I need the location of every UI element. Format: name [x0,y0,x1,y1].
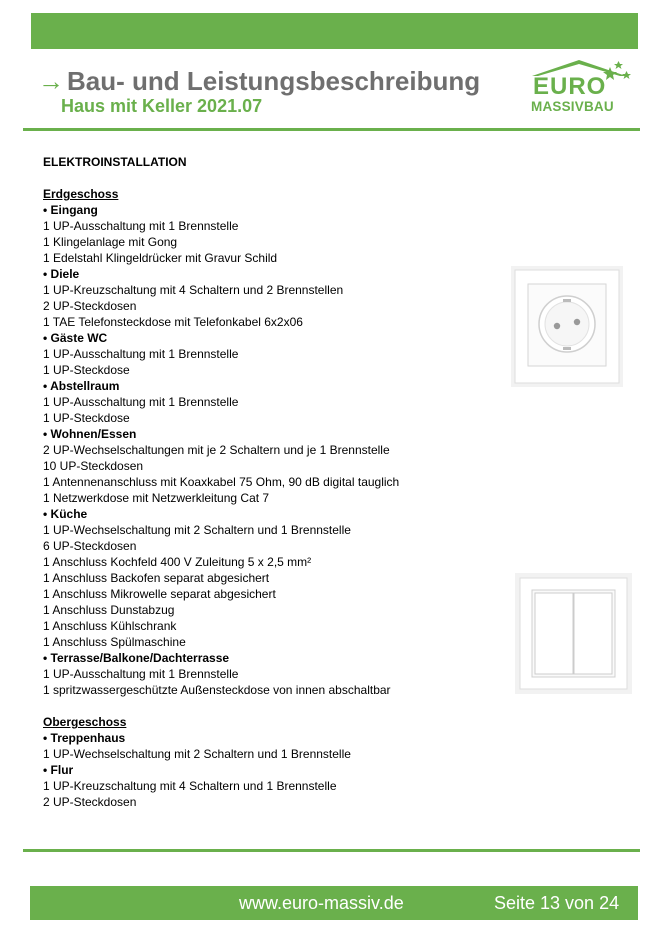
socket-image [511,266,623,387]
spec-item: 1 UP-Ausschaltung mit 1 Brennstelle [43,667,239,681]
spec-item: 1 UP-Kreuzschaltung mit 4 Schaltern und 2 Brennstellen [43,283,344,297]
footer-divider [23,849,640,852]
spec-item: 6 UP-Steckdosen [43,539,137,553]
room-heading: • Diele [43,267,80,281]
room-heading: • Küche [43,507,88,521]
spec-item: 1 Klingelanlage mit Gong [43,235,178,249]
page-subtitle: Haus mit Keller 2021.07 [61,96,263,116]
room-heading: • Treppenhaus [43,731,126,745]
spec-item: 1 TAE Telefonsteckdose mit Telefonkabel 6x2x06 [43,315,303,329]
room-heading: • Flur [43,763,74,777]
title-text: Bau- und Leistungsbeschreibung [67,66,481,96]
spec-item: 2 UP-Steckdosen [43,299,137,313]
spec-item: 1 UP-Ausschaltung mit 1 Brennstelle [43,219,239,233]
spec-item: 1 UP-Kreuzschaltung mit 4 Schaltern und 1 Brennstelle [43,779,337,793]
switch-image [515,573,632,694]
spec-item: 1 UP-Steckdose [43,411,130,425]
floor-heading: Erdgeschoss [43,187,119,201]
spec-item: 2 UP-Steckdosen [43,795,137,809]
spec-item: 10 UP-Steckdosen [43,459,144,473]
spacer [43,170,493,186]
spec-item: 1 Anschluss Kochfeld 400 V Zuleitung 5 x 2,5 mm² [43,555,312,569]
spec-item: 1 UP-Wechselschaltung mit 2 Schaltern und 1 Brennstelle [43,747,351,761]
spec-item: 1 UP-Ausschaltung mit 1 Brennstelle [43,395,239,409]
spec-item: 1 Anschluss Mikrowelle separat abgesichert [43,587,276,601]
section-title: ELEKTROINSTALLATION [43,155,187,169]
spec-item: 1 Antennenanschluss mit Koaxkabel 75 Ohm, 90 dB digital tauglich [43,475,400,489]
room-heading: • Gäste WC [43,331,108,345]
header-divider [23,128,640,131]
room-heading: • Eingang [43,203,98,217]
spec-item: 2 UP-Wechselschaltungen mit je 2 Schaltern und je 1 Brennstelle [43,443,390,457]
room-heading: • Abstellraum [43,379,120,393]
spec-item: 1 Anschluss Spülmaschine [43,635,186,649]
page-title [38,66,480,97]
spec-item: 1 UP-Wechselschaltung mit 2 Schaltern und 1 Brennstelle [43,523,351,537]
logo-subtitle: MASSIVBAU [531,99,614,114]
spec-item: 1 Anschluss Dunstabzug [43,603,175,617]
logo-brand: EURO [533,73,607,100]
header-bar [31,13,638,49]
spec-item: 1 UP-Ausschaltung mit 1 Brennstelle [43,347,239,361]
spec-item: 1 Anschluss Backofen separat abgesichert [43,571,270,585]
spec-item: 1 UP-Steckdose [43,363,130,377]
spacer [43,698,493,714]
spec-item: 1 Edelstahl Klingeldrücker mit Gravur Schild [43,251,278,265]
arrow-right-icon: → [38,66,64,96]
floor-heading: Obergeschoss [43,715,127,729]
page-number: Seite 13 von 24 [494,893,620,913]
website-link[interactable]: www.euro-massiv.de [239,893,404,913]
room-heading: • Wohnen/Essen [43,427,137,441]
room-heading: • Terrasse/Balkone/Dachterrasse [43,651,230,665]
spec-item: 1 spritzwassergeschützte Außensteckdose von innen abschaltbar [43,683,391,697]
spec-item: 1 Netzwerkdose mit Netzwerkleitung Cat 7 [43,491,270,505]
document-body [43,154,493,810]
specification-list [43,186,493,810]
spec-item: 1 Anschluss Kühlschrank [43,619,177,633]
